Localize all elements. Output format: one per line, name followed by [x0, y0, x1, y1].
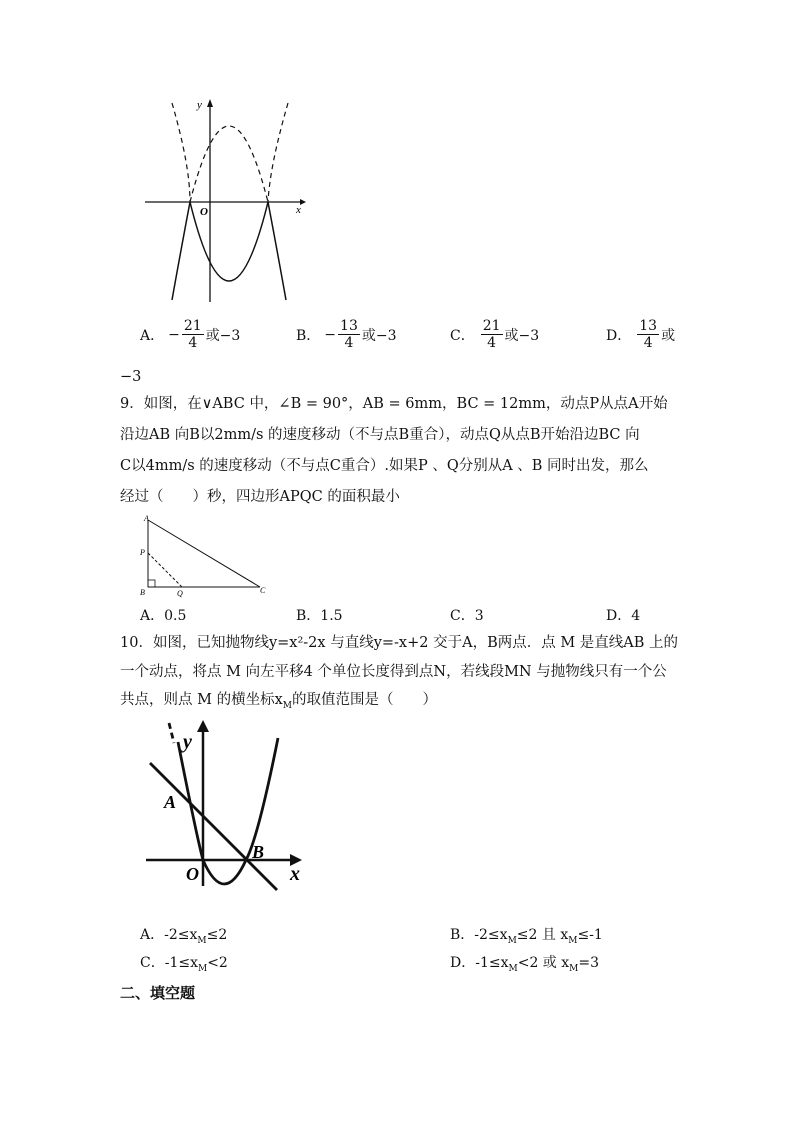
q9-line-1: 9．如图，在∨ABC 中，∠B = 90°，AB = 6mm，BC = 12mm，动点P从点A开始 — [120, 396, 668, 412]
q8-parabola-graph — [140, 95, 310, 310]
q8-origin-label: O — [200, 206, 208, 218]
fraction: $\frac{21}{4}$ — [183, 318, 202, 351]
q10-y-label: y — [183, 731, 192, 753]
q10-option-c[interactable]: C．$-1\le x_M<2$ — [140, 955, 228, 974]
q10-parabola-line-figure — [142, 718, 312, 896]
fraction: $\frac{21}{4}$ — [482, 318, 501, 351]
q10-line-2: 一个动点，将点 M 向左平移4 个单位长度得到点N，若线段MN 与抛物线只有一个公 — [120, 664, 667, 680]
q10-x-label: x — [290, 863, 300, 885]
q8-x-label: x — [296, 204, 301, 216]
section-heading: 二、填空题 — [120, 984, 196, 1002]
q8-y-label: y — [197, 99, 202, 111]
q9-line-4: 经过（ ）秒，四边形APQC 的面积最小 — [120, 489, 400, 505]
q9-option-d[interactable]: D．4 — [606, 608, 641, 624]
q9-triangle-figure — [136, 512, 276, 598]
fraction: $\frac{13}{4}$ — [639, 318, 658, 351]
q8-option-c[interactable]: C． $\frac{21}{4}$ 或−3 — [450, 318, 540, 351]
q8-option-a[interactable]: A． − $\frac{21}{4}$ 或−3 — [140, 318, 241, 351]
q9-line-2: 沿边AB 向B以2mm/s 的速度移动（不与点B重合），动点Q从点B开始沿边BC 向 — [120, 427, 640, 443]
q9-label-a: A — [144, 514, 149, 523]
q10-point-a-label: A — [164, 792, 177, 812]
q8-option-d[interactable]: D． $\frac{13}{4}$ 或 — [606, 318, 676, 351]
q10-line-3: 共点，则点 M 的横坐标$x_M$的取值范围是（ ） — [120, 692, 437, 711]
fraction: $\frac{13}{4}$ — [340, 318, 358, 351]
q8-option-d-wrap: −3 — [120, 369, 142, 385]
q10-option-b[interactable]: B．$-2\le x_M\le 2$ 且 $x_M\le-1$ — [450, 927, 603, 946]
q10-option-d[interactable]: D．$-1\le x_M<2$ 或 $x_M=3$ — [450, 955, 600, 974]
q9-label-b: B — [140, 588, 145, 597]
q9-label-p: P — [140, 548, 145, 557]
q9-option-c[interactable]: C．3 — [450, 608, 484, 624]
q10-point-b-label: B — [252, 842, 265, 862]
q9-option-b[interactable]: B．1.5 — [296, 608, 343, 624]
q9-label-q: Q — [177, 589, 183, 598]
q9-line-3: C以4mm/s 的速度移动（不与点C重合）.如果P 、Q分别从A 、B 同时出发，那么 — [120, 458, 649, 474]
q9-label-c: C — [260, 586, 266, 595]
q10-option-a[interactable]: A．$-2\le x_M\le 2$ — [140, 927, 228, 946]
q8-option-b[interactable]: B． − $\frac{13}{4}$ 或−3 — [296, 318, 397, 351]
q10-line-1: 10．如图，已知抛物线y=x²-2x 与直线y=-x+2 交于A，B两点．点 M 是直线AB 上的 — [120, 635, 679, 651]
q10-origin-label: O — [186, 864, 199, 884]
q9-option-a[interactable]: A．0.5 — [140, 608, 187, 624]
